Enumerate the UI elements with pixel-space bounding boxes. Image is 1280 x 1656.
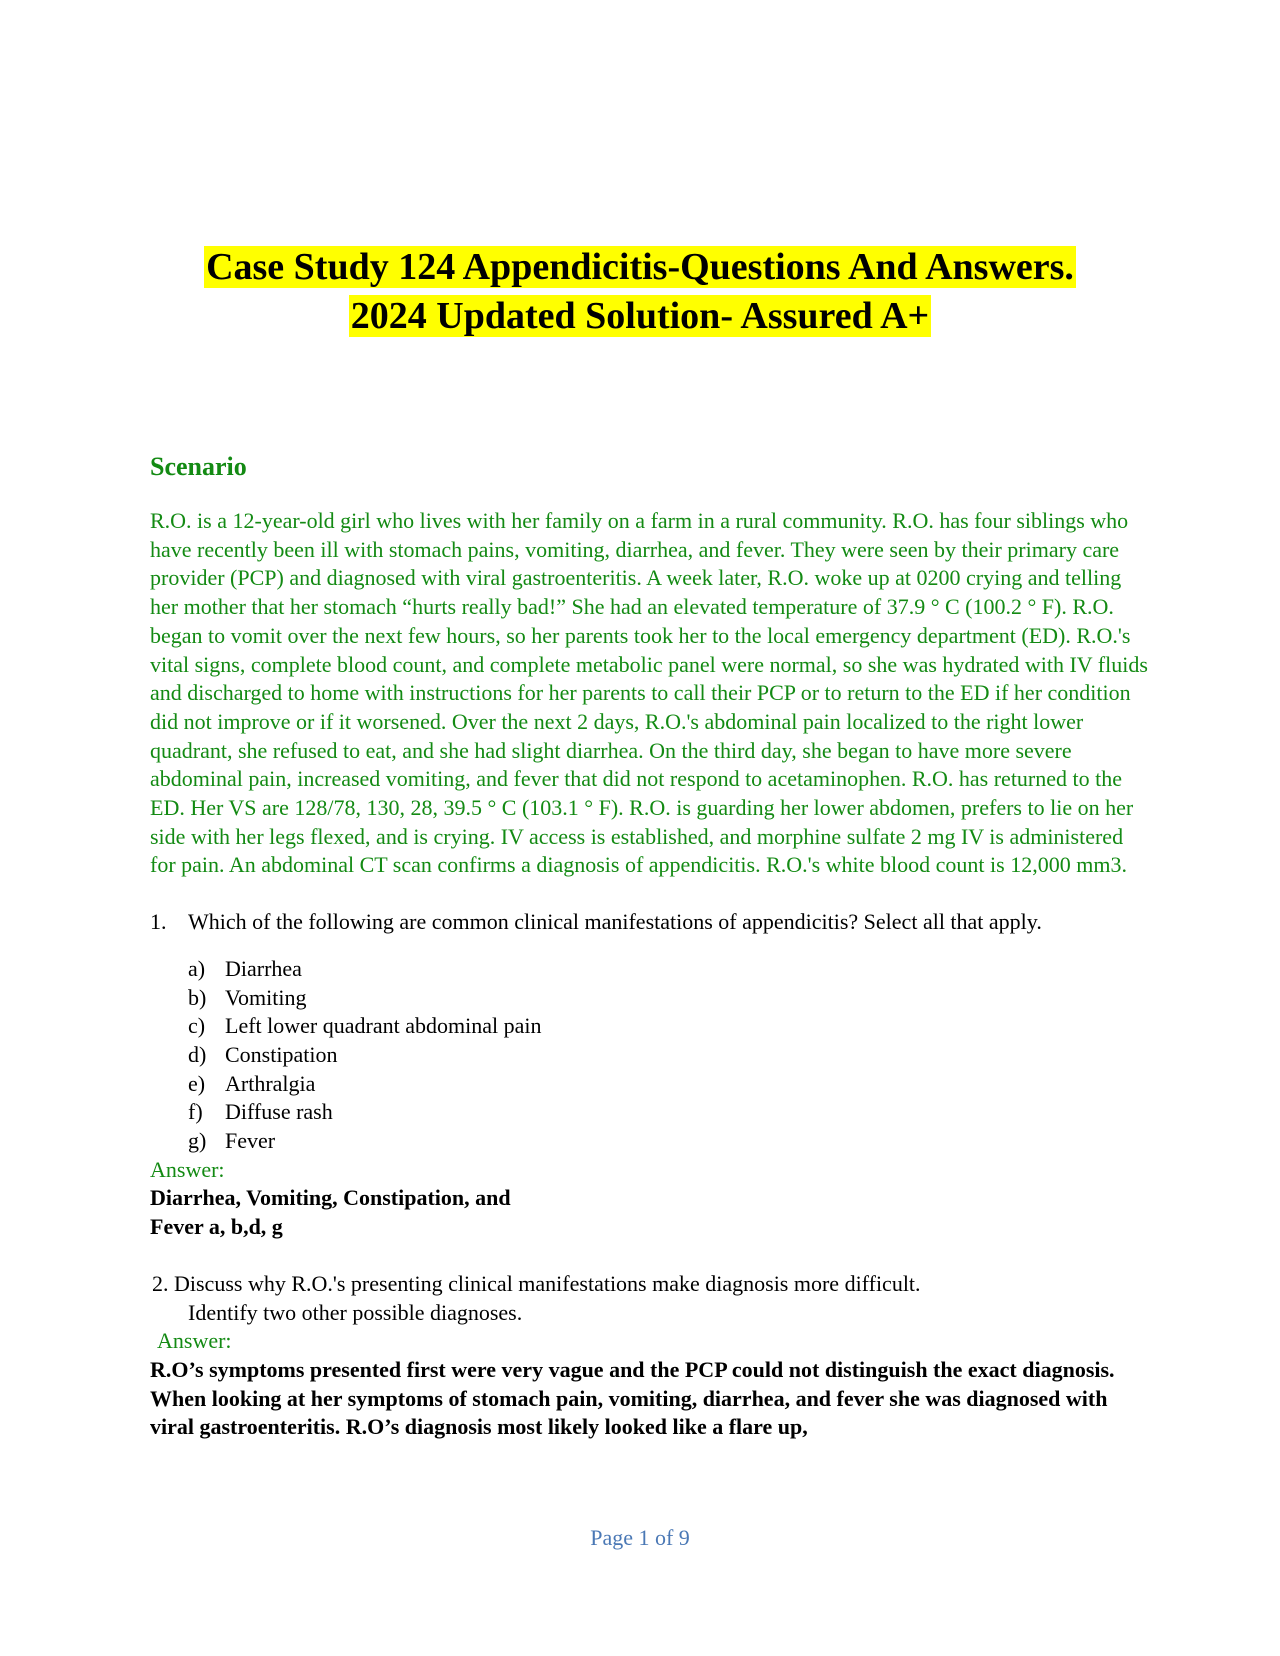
document-body bbox=[150, 450, 1150, 1442]
answer-2-label: Answer: bbox=[157, 1328, 232, 1354]
option-text: Arthralgia bbox=[225, 1070, 316, 1096]
question-2-line-1: 2. Discuss why R.O.'s presenting clinical manifestations make diagnosis more difficult. bbox=[152, 1270, 921, 1296]
scenario-heading: Scenario bbox=[150, 452, 247, 481]
option-letter: f) bbox=[188, 1099, 203, 1125]
option-text: Diarrhea bbox=[225, 955, 302, 981]
title-line-2: 2024 Updated Solution- Assured A+ bbox=[350, 295, 930, 337]
title-line-1: Case Study 124 Appendicitis-Questions And Answers. bbox=[206, 246, 1074, 288]
option-letter: a) bbox=[188, 955, 206, 981]
scenario-paragraph: R.O. is a 12-year-old girl who lives with her family on a farm in a rural community. R.O. has four siblings who have recently been ill with stomach pains, vomiting, diarrhea, and fever. They were seen by their primary care provider (PCP) and diagnosed with viral gastroenteritis. A week later, R.O. woke up at 0200 crying and telling her mother that her stomach “hurts really bad!” She had an elevated temperature of 37.9 ° C (100.2 ° F). R.O. began to vomit over the next few hours, so her parents took her to the local emergency department (ED). R.O.'s vital signs, complete blood count, and complete metabolic panel were normal, so she was hydrated with IV fluids and discharged to home with instructions for her parents to call their PCP or to return to the ED if her condition did not improve or if it worsened. Over the next 2 days, R.O.'s abdominal pain localized to the right lower quadrant, she refused to eat, and she had slight diarrhea. On the third day, she began to have more severe abdominal pain, increased vomiting, and fever that did not respond to acetaminophen. R.O. has returned to the ED. Her VS are 128/78, 130, 28, 39.5 ° C (103.1 ° F). R.O. is guarding her lower abdomen, prefers to lie on her side with her legs flexed, and is crying. IV access is established, and morphine sulfate 2 mg IV is administered for pain. An abdominal CT scan confirms a diagnosis of appendicitis. R.O.'s white blood count is 12,000 mm3. bbox=[150, 508, 1148, 878]
answer-2-text: R.O’s symptoms presented first were very vague and the PCP could not distinguish the exact diagnosis. When looking at her symptoms of stomach pain, vomiting, diarrhea, and fever she was diagnosed with viral gastroenteritis. R.O’s diagnosis most likely looked like a flare up, bbox=[150, 1356, 1115, 1440]
option-text: Left lower quadrant abdominal pain bbox=[225, 1013, 542, 1039]
answer-1-line-2: Fever a, b,d, g bbox=[150, 1214, 283, 1240]
question-2 bbox=[150, 1270, 1150, 1442]
option-text: Fever bbox=[225, 1128, 276, 1154]
answer-1-label: Answer: bbox=[150, 1156, 225, 1182]
option-letter: b) bbox=[188, 984, 207, 1010]
option-letter: d) bbox=[188, 1041, 207, 1067]
page-number: Page 1 of 9 bbox=[590, 1525, 690, 1550]
option-text: Constipation bbox=[225, 1041, 338, 1067]
answer-1-line-1: Diarrhea, Vomiting, Constipation, and bbox=[150, 1185, 511, 1211]
question-1-number: 1. bbox=[150, 909, 167, 935]
option-text: Diffuse rash bbox=[225, 1099, 333, 1125]
document-title bbox=[0, 243, 1280, 341]
option-item bbox=[188, 1098, 1150, 1127]
option-letter: g) bbox=[188, 1128, 207, 1154]
option-item bbox=[188, 984, 1150, 1013]
option-letter: e) bbox=[188, 1070, 206, 1096]
question-1-options bbox=[188, 955, 1150, 1156]
option-item bbox=[188, 1070, 1150, 1099]
option-item bbox=[188, 1041, 1150, 1070]
option-text: Vomiting bbox=[225, 984, 307, 1010]
question-2-line-2: Identify two other possible diagnoses. bbox=[188, 1299, 523, 1325]
question-1 bbox=[150, 908, 1150, 1242]
option-item bbox=[188, 1127, 1150, 1156]
question-1-text: Which of the following are common clinical manifestations of appendicitis? Select all that apply. bbox=[188, 909, 1042, 935]
option-letter: c) bbox=[188, 1013, 206, 1039]
option-item bbox=[188, 1012, 1150, 1041]
option-item bbox=[188, 955, 1150, 984]
